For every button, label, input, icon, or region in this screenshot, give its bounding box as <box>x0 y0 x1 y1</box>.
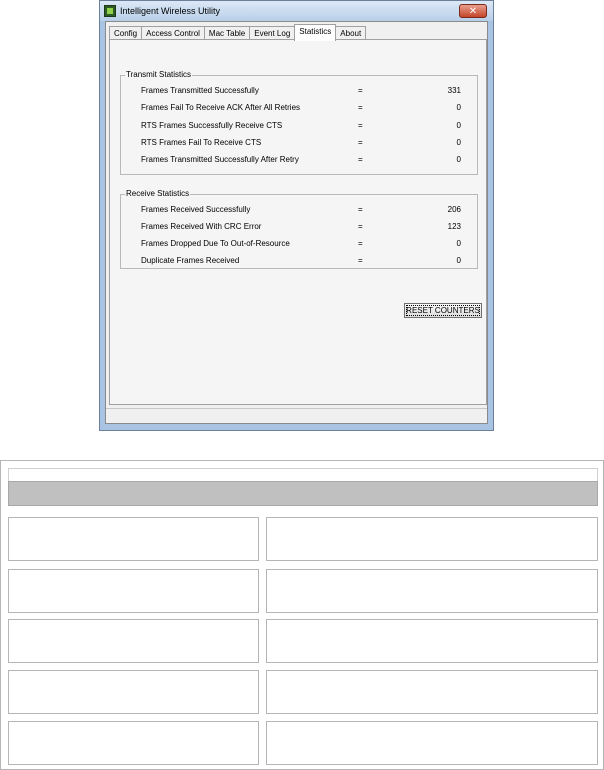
equals-sign: = <box>358 239 363 248</box>
stat-value: 123 <box>447 222 461 231</box>
stat-label: Frames Transmitted Successfully After Retry <box>141 155 299 164</box>
equals-sign: = <box>358 138 363 147</box>
stat-value: 0 <box>456 103 461 112</box>
table-cell <box>8 517 259 561</box>
status-divider <box>106 408 487 409</box>
tab-config[interactable]: Config <box>109 26 142 41</box>
equals-sign: = <box>358 155 363 164</box>
receive-row <box>141 205 461 217</box>
receive-row <box>141 239 461 251</box>
equals-sign: = <box>358 103 363 112</box>
stat-label: Frames Received With CRC Error <box>141 222 262 231</box>
title-bar[interactable] <box>100 1 493 21</box>
receive-row <box>141 256 461 268</box>
reset-counters-button[interactable]: RESET COUNTERS <box>404 303 482 318</box>
transmit-row <box>141 86 461 98</box>
window-title: Intelligent Wireless Utility <box>120 6 221 16</box>
equals-sign: = <box>358 256 363 265</box>
stat-value: 0 <box>456 256 461 265</box>
transmit-statistics-group <box>120 70 478 175</box>
stat-label: RTS Frames Successfully Receive CTS <box>141 121 283 130</box>
table-cell <box>266 670 598 714</box>
equals-sign: = <box>358 222 363 231</box>
stat-label: Duplicate Frames Received <box>141 256 240 265</box>
equals-sign: = <box>358 86 363 95</box>
equals-sign: = <box>358 121 363 130</box>
table-cell <box>8 670 259 714</box>
table-cell <box>266 569 598 613</box>
stat-value: 0 <box>456 138 461 147</box>
transmit-statistics-legend: Transmit Statistics <box>126 70 192 79</box>
tab-strip <box>109 24 365 40</box>
receive-statistics-group <box>120 189 478 269</box>
table-cell <box>266 721 598 765</box>
close-button[interactable]: ✕ <box>459 4 487 18</box>
tab-event-log[interactable]: Event Log <box>249 26 295 41</box>
tab-statistics[interactable]: Statistics <box>294 24 336 41</box>
transmit-row <box>141 103 461 115</box>
table-cell <box>8 569 259 613</box>
stat-label: Frames Received Successfully <box>141 205 251 214</box>
receive-row <box>141 222 461 234</box>
tab-about[interactable]: About <box>335 26 366 41</box>
stat-value: 331 <box>447 86 461 95</box>
app-window <box>99 0 494 431</box>
stat-label: Frames Dropped Due To Out-of-Resource <box>141 239 290 248</box>
empty-table <box>0 460 604 770</box>
app-logo-icon <box>104 5 116 17</box>
equals-sign: = <box>358 205 363 214</box>
stat-value: 0 <box>456 155 461 164</box>
transmit-row <box>141 155 461 167</box>
table-cell <box>266 619 598 663</box>
tab-access-control[interactable]: Access Control <box>141 26 205 41</box>
table-cell <box>266 517 598 561</box>
table-cell <box>8 721 259 765</box>
tab-mac-table[interactable]: Mac Table <box>204 26 250 41</box>
stat-value: 0 <box>456 239 461 248</box>
stat-value: 206 <box>447 205 461 214</box>
stat-label: RTS Frames Fail To Receive CTS <box>141 138 262 147</box>
transmit-row <box>141 138 461 150</box>
receive-statistics-legend: Receive Statistics <box>126 189 190 198</box>
transmit-row <box>141 121 461 133</box>
table-cell <box>8 619 259 663</box>
stat-value: 0 <box>456 121 461 130</box>
table-header <box>8 481 598 506</box>
stat-label: Frames Fail To Receive ACK After All Retries <box>141 103 301 112</box>
statistics-panel <box>109 39 487 405</box>
table-header-top <box>8 468 598 481</box>
client-area <box>105 21 488 424</box>
stat-label: Frames Transmitted Successfully <box>141 86 259 95</box>
